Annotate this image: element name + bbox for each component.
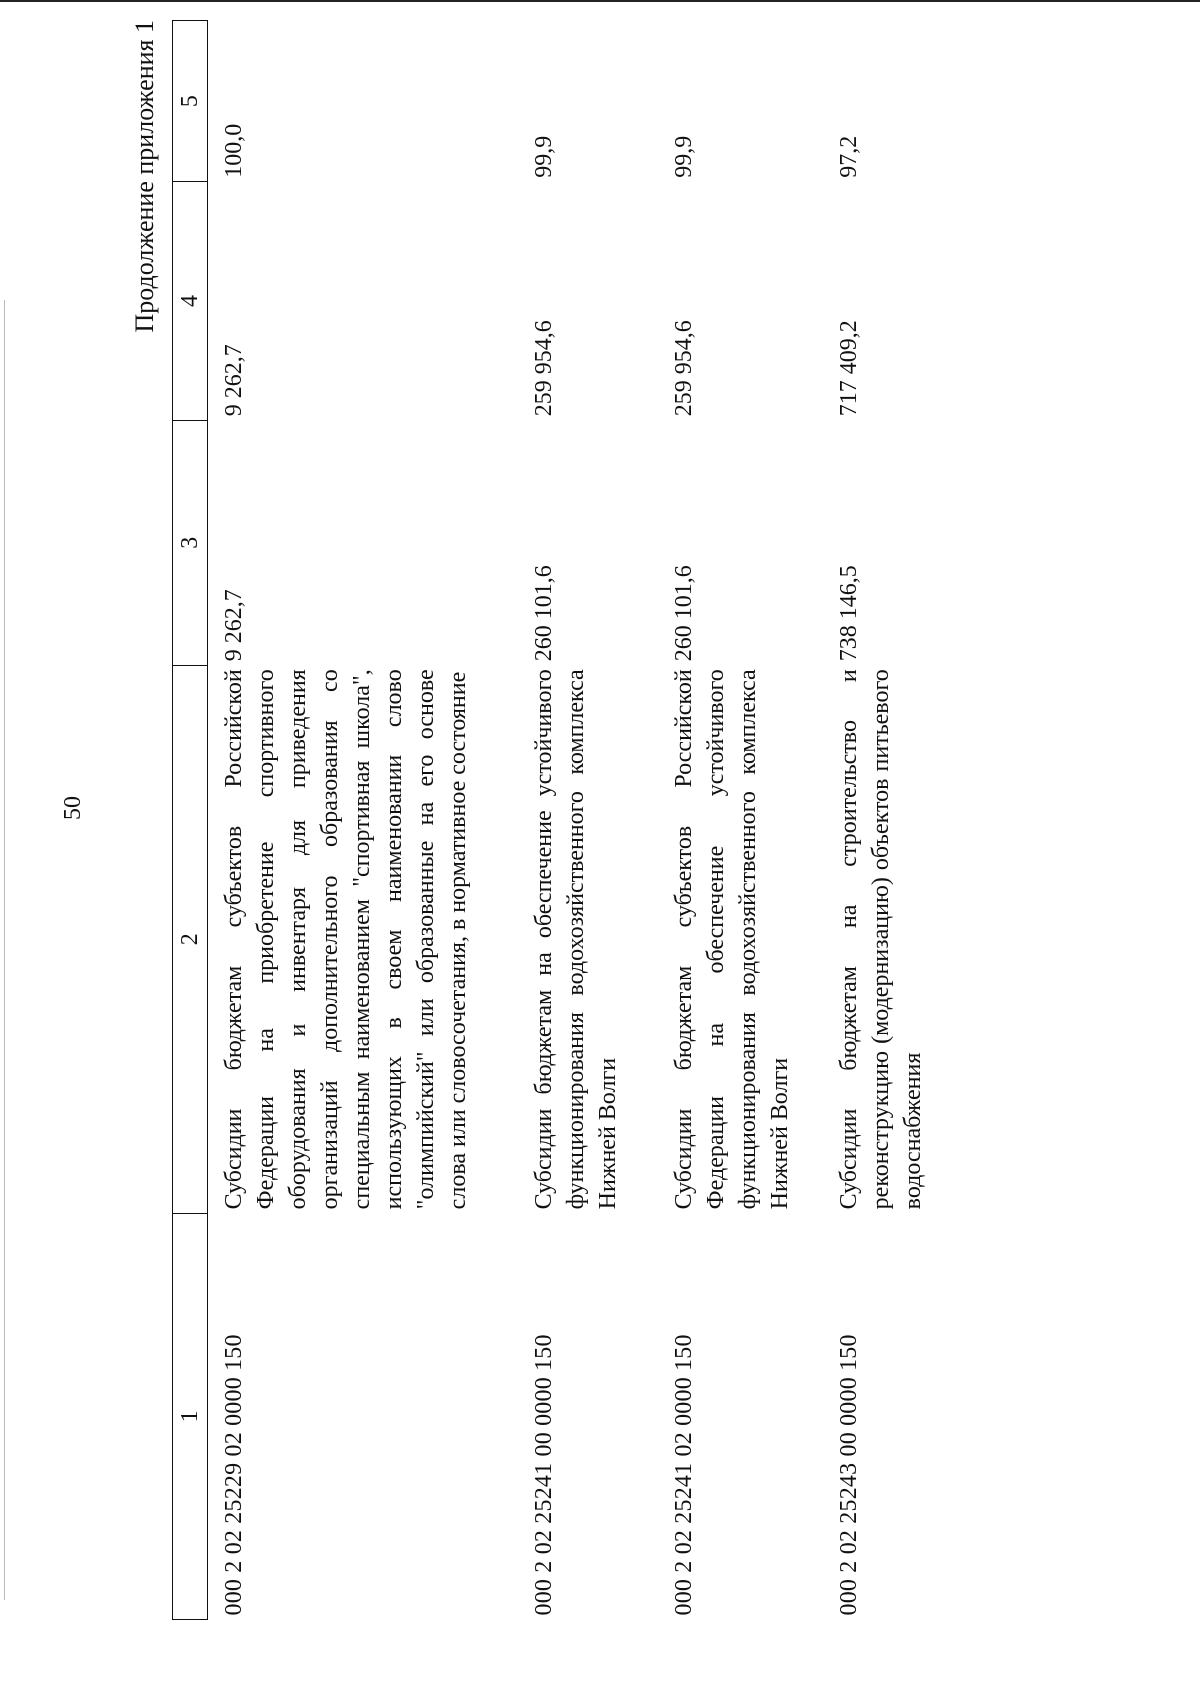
row-col5: 97,2	[836, 135, 862, 178]
row-col3: 738 146,5	[836, 565, 862, 662]
row-col4: 259 954,6	[671, 320, 697, 417]
row-col5: 100,0	[221, 123, 247, 178]
row-code: 000 2 02 25243 00 0000 150	[836, 1334, 862, 1616]
row-col4: 9 262,7	[221, 344, 247, 417]
row-col5: 99,9	[671, 135, 697, 178]
table-row	[658, 21, 823, 1620]
table-header-row	[173, 21, 208, 1620]
row-col4: 259 954,6	[531, 320, 557, 417]
budget-table	[172, 20, 953, 1620]
rotated-page-content	[130, 0, 1150, 1620]
row-col4: 717 409,2	[836, 320, 862, 417]
row-col3: 260 101,6	[671, 565, 697, 662]
row-col3: 9 262,7	[221, 589, 247, 662]
row-col3: 260 101,6	[531, 565, 557, 662]
row-description: Субсидии бюджетам на обеспечение устойчивого функционирования водохозяйственного комплекса Нижней Волги	[531, 669, 621, 1210]
header-col-2: 2	[173, 665, 208, 1213]
header-col-5: 5	[173, 21, 208, 182]
table-row	[208, 21, 519, 1620]
row-description: Субсидии бюджетам на строительство и реконструкцию (модернизацию) объектов питьевого водоснабжения	[836, 669, 926, 1210]
page-number: 50	[60, 796, 86, 820]
header-col-1: 1	[173, 1213, 208, 1619]
row-code: 000 2 02 25241 00 0000 150	[531, 1334, 557, 1616]
row-col5: 99,9	[531, 135, 557, 178]
row-code: 000 2 02 25229 02 0000 150	[221, 1334, 247, 1616]
header-col-3: 3	[173, 420, 208, 665]
row-description: Субсидии бюджетам субъектов Российской Федерации на обеспечение устойчивого функционирования водохозяйственного комплекса Нижней Волги	[671, 669, 793, 1210]
continuation-label: Продолжение приложения 1	[130, 20, 159, 333]
row-code: 000 2 02 25241 02 0000 150	[671, 1334, 697, 1616]
header-col-4: 4	[173, 182, 208, 421]
scan-border-left	[4, 300, 5, 1600]
row-description: Субсидии бюджетам субъектов Российской Федерации на приобретение спортивного оборудования и инвентаря для приведения организаций дополнительного образования со специальным наименованием "спортивная школа", использующих в своем наименовании слово "олимпийский" или образованные на его основе слова или словосочетания, в нормативное состояние	[221, 669, 471, 1210]
table-row	[823, 21, 953, 1620]
table-row	[518, 21, 658, 1620]
